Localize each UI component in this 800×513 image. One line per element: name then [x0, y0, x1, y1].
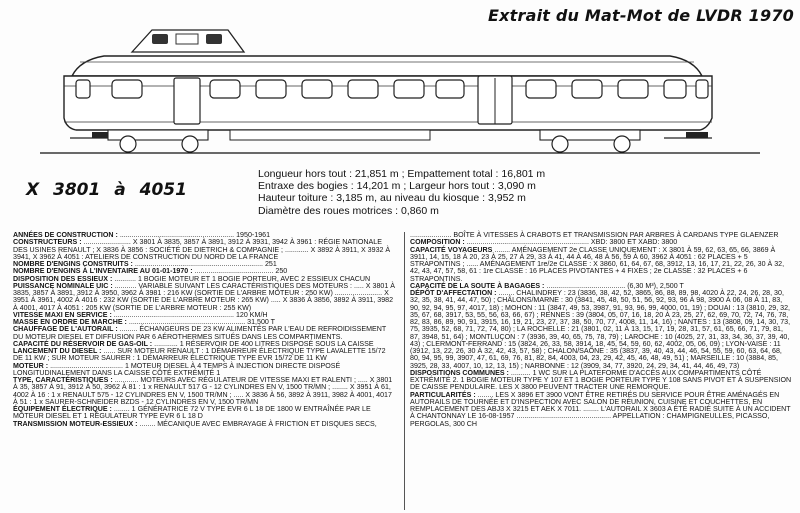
spec-label: MOTEUR :	[13, 361, 49, 370]
cab-window	[696, 80, 708, 98]
window	[348, 80, 378, 98]
spec-entry	[410, 392, 793, 428]
spec-value: ......... ÉCHANGEURS DE 23 KW ALIMENTÉS PAR L'EAU DE REFROIDISSEMENT DU MOTEUR DIESEL ET DIFFUSION PAR 6 AÉROTHERMES SITUÉS DANS LES COMPARTIMENTS.	[13, 325, 387, 341]
column-divider	[404, 232, 405, 510]
cab-window	[76, 80, 90, 98]
dimension-line: Longueur hors tout : 21,851 m ; Empattement total : 16,801 m	[258, 168, 546, 180]
spec-label: TYPE, CARACTÉRISTIQUES :	[13, 376, 113, 384]
car-roof	[72, 56, 702, 76]
bogie-right	[540, 130, 640, 152]
bogie-left	[108, 130, 208, 152]
spec-value: ........ CHALINDREY : 23 (3836, 38, 42, 52, 3865, 86, 88, 89, 98, 4020 À 22, 24, 26, 28, 30, 32, 35, 38, 41, 44, 47, 50) ; CHÂLONS/MARNE : 30 (3841, 45, 48, 50, 51, 56, 92, 93, 96 À 98, 3900 À 06, 08 À 11, 83, 90, 92, 94, 95, 97, 4017, 18) ; MOHON : 11 (3847, 49, 53, 3987, 91, 93, 96, 99, 4000, 01, 19) ; DOUAI : 13 (3810, 29, 32, 35, 67, 68, 3917, 53, 55, 56, 63, 66, 67) ; RENNES : 39 (3804, 05, 07, 16, 18, 20 À 23, 25, 27, 62, 69, 70, 72, 74, 76, 78, 82, 83, 86, 89, 90, 91, 3915, 16, 19, 21, 23, 27, 37, 38, 50, 70, 77, 4008, 11, 14, 16) ; NANTES : 13 (3808, 09, 14, 30, 73, 75, 3935, 52, 68, 71, 72, 74, 80) ; LA ROCHELLE : 21 (3801, 02, 11 À 13, 15, 17, 19, 28, 31, 57, 61, 65, 66, 71, 79, 81, 87, 3948, 51, 64) ; MONTLUÇON : 7 (3936, 39, 40, 65, 75, 78, 79) ; LAROCHE : 10 (4025, 27, 31, 33, 34, 36, 37, 39, 40, 43) ; CLERMONT-FERRAND : 15 (3824, 26, 33, 58, 3914, 18, 45, 54, 59, 60, 62, 4002, 05, 06, 09) ; LYON-VAISE : 11 (3912, 13, 22, 26, 30 À 32, 42, 43, 57, 58) ; CHALON/SAÔNE : 35 (3837, 39, 40, 43, 44, 46, 54, 55, 59, 60, 63, 64, 68, 80, 94, 95, 99, 3907, 47, 61, 69, 76, 81, 82, 84, 4003, 04, 23, 29, 42, 45, 46, 48, 49, 51) ; MARSEILLE : 10 (3884, 85, 3925, 28, 33, 4007, 10, 12, 13, 15) ; NARBONNE : 12 (3909, 34, 77, 3920, 24, 29, 34, 41, 44, 46, 49, 73)	[410, 289, 791, 370]
dimensions-block	[258, 168, 545, 217]
spec-label: ÉQUIPEMENT ÉLECTRIQUE :	[13, 405, 112, 413]
spec-entry	[410, 290, 793, 370]
spec-value: ........ 1 GÉNÉRATRICE 72 V TYPE EVR 6 L 18 DE 1800 W ENTRAÎNÉE PAR LE MOTEUR DIESEL ET 1 RÉGULATEUR TYPE EVR 6 L 18 D	[13, 405, 371, 421]
spec-label: MASSE EN ORDRE DE MARCHE :	[13, 318, 127, 326]
spec-entry	[13, 421, 397, 428]
spec-label: ANNÉES DE CONSTRUCTION :	[13, 231, 118, 239]
spec-entry	[13, 406, 397, 421]
wheel-icon	[614, 136, 630, 152]
spec-value: ............ 1 RÉSERVOIR DE 400 LITRES DISPOSÉ SOUS LA CAISSE	[154, 339, 374, 348]
spec-value: .............................................................. XBD: 3800 ET XABD: 3800	[466, 238, 678, 247]
spec-entry	[410, 370, 793, 392]
spec-value: ........... 1 BOGIE MOTEUR ET 1 BOGIE PORTEUR, AVEC 2 ESSIEUX CHACUN	[114, 274, 371, 283]
spec-label: NOMBRE D'ENGINS À L'INVENTAIRE AU 01-01-1970 :	[13, 267, 193, 276]
window	[436, 80, 464, 98]
window	[256, 80, 286, 98]
wheel-icon	[182, 136, 198, 152]
spec-value: ........ AMÉNAGEMENT 2e CLASSE UNIQUEMENT : X 3801 À 59, 62, 63, 65, 66, 3869 À 3911, 14, 15, 18 À 20, 23 À 25, 27 À 29, 33 À 41, 44 À 46, 48 À 56, 59 À 60, 3962 À 4051 : 62 PLACES + 5 STRAPONTINS ; ...... AMÉNAGEMENT 1re/2e CLASSE : X 3860, 61, 64, 67, 68, 3912, 13, 16, 17, 21, 22, 26, 30 À 32, 42, 43, 47, 57, 58, 61 : 1re CLASSE : 16 PLACES PIVOTANTES + 4 FIXES ; 2e CLASSE : 32 PLACES + 6 STRAPONTINS.	[410, 245, 785, 283]
dimension-line: Hauteur toiture : 3,185 m, au niveau du kiosque : 3,952 m	[258, 192, 526, 205]
spec-label: VITESSE MAXI EN SERVICE :	[13, 310, 112, 319]
window	[302, 80, 332, 98]
coupler-icon	[686, 132, 708, 138]
spec-value: ........... VARIABLE SUIVANT LES CARACTÉRISTIQUES DES MOTEURS : ..... X 3801 À 3835, 3857 À 3891, 3912 À 3950, 3962 À 3981 : 216 KW (SORTIE DE L'ARBRE MOTEUR : 250 KW) ........................ X 3951 À 3961, 4002 À 4016 : 232 KW (SORTIE DE L'ARBRE MOTEUR : 265 KW) ..... X 3836 À 3856, 3892 À 3911, 3982 À 4001, 4017 À 4051 : 205 KW (SORTIE DE L'ARBRE MOTEUR : 255 KW)	[13, 281, 395, 312]
spec-value: .......................................................... 1950-1961	[119, 231, 271, 239]
spec-column-left	[13, 232, 397, 428]
spec-entry	[13, 239, 397, 261]
window	[210, 80, 240, 98]
spec-label: DISPOSITIONS COMMUNES :	[410, 368, 509, 377]
wheel-icon	[120, 136, 136, 152]
window	[618, 80, 648, 98]
spec-entry	[13, 348, 397, 363]
spec-label: DÉPÔT D'AFFECTATION :	[410, 289, 497, 297]
spec-value: ..................................... 1 MOTEUR DIESEL À 4 TEMPS À INJECTION DIRECTE DISPOSÉ LONGITUDINALEMENT DANS LA CAISSE CÔTÉ EXTRÉMITÉ 1	[13, 361, 341, 377]
kiosk-roof	[132, 30, 244, 52]
page-title: Extrait du Mat-Mot de LVDR 1970	[488, 6, 794, 25]
spec-entry	[13, 326, 397, 341]
spec-value: ........................................................... 31,500 T	[128, 318, 276, 326]
kiosk-window-icon	[152, 34, 168, 44]
underframe-equipment	[230, 130, 430, 140]
spec-value: ..................... BOÎTE À VITESSES À CRABOTS ET TRANSMISSION PAR ARBRES À CARDANS TYPE GLAENZER	[410, 231, 779, 239]
window	[394, 80, 424, 98]
series-heading: X 3801 à 4051	[26, 180, 187, 200]
spec-value: ........................ X 3801 À 3835, 3857 À 3891, 3912 À 3931, 3942 À 3961 : RÉGIE NATIONALE DES USINES RENAULT ; X 3836 À 3856 : SOCIÉTÉ DE DIETRICH & COMPAGNIE ; ............ X 3892 À 3911, X 3932 À 3941, X 3962 À 4051 : ATELIERS DE CONSTRUCTION DU NORD DE LA FRANCE	[13, 238, 391, 261]
spec-label: CONSTRUCTEURS :	[13, 238, 82, 247]
spec-label: PUISSANCE NOMINALE UIC :	[13, 281, 113, 290]
spec-value: ........ MÉCANIQUE AVEC EMBRAYAGE À FRICTION ET DISQUES SECS,	[139, 419, 377, 428]
spec-value: ...... SUR MOTEUR RENAULT : 1 DÉMARREUR ÉLECTRIQUE TYPE LAVALETTE 15/72 DE 11 KW ; SUR MOTEUR SAURER : 1 DÉMARREUR ÉLECTRIQUE TYPE EVR 15/72 DE 11 KW	[13, 347, 386, 363]
kiosk-window-icon	[206, 34, 222, 44]
window	[112, 80, 142, 98]
spec-value: ........................................ 250	[194, 267, 288, 276]
spec-entry	[13, 283, 397, 312]
spec-label: LANCEMENT DU DIESEL :	[13, 347, 102, 355]
spec-label: CAPACITÉ DU RÉSERVOIR DE GAS-OIL :	[13, 339, 153, 348]
door	[174, 78, 200, 124]
spec-label: NOMBRE D'ENGINS CONSTRUITS :	[13, 260, 133, 268]
spec-label: COMPOSITION :	[410, 238, 465, 247]
window	[664, 80, 686, 98]
dimension-line: Entraxe des bogies : 14,201 m ; Largeur hors tout : 3,090 m	[258, 180, 536, 193]
spec-label: CHAUFFAGE DE L'AUTORAIL :	[13, 325, 118, 334]
spec-column-right	[410, 232, 793, 428]
spec-value: ............ MOTEURS AVEC RÉGULATEUR DE VITESSE MAXI ET RALENTI ; ..... X 3801 À 35, 3857 À 91, 3912 À 50, 3962 À 81 : 1 x RENAULT 517 G - 12 CYLINDRES EN V, 1500 TR/MN ; ........ X 3951 À 61, 4002 À 16 : 1 x RENAULT 575 - 12 CYLINDRES EN V, 1500 TR/MN ; ..... X 3836 À 56, 3892 À 3911, 3982 À 4001, 4017 À 51 : 1 x SAURER-SCHNEIDER BZDS - 12 CYLINDRES EN V, 1500 TR/MN	[13, 376, 393, 406]
window	[526, 80, 556, 98]
spec-entry	[13, 363, 397, 378]
spec-label: DISPOSITION DES ESSIEUX :	[13, 274, 113, 283]
spec-value: ........ LES X 3896 ET 3900 VONT ÊTRE RETIRÉS DU SERVICE POUR ÊTRE AMÉNAGÉS EN AUTORAILS DE TOURNÉE ET D'INSPECTION AVEC SALON DE RÉUNION, CUISINE ET COUCHETTES, EN REMPLACEMENT DES ABJ3 X 3215 ET AEK X 7011. ........ L'AUTORAIL X 3603 A ÉTÉ RADIÉ SUITE À UN ACCIDENT À CHANTONNAY LE 16-08-1957 ................................................ APPELLATION : CHAMPIGNEULLES, PICASSO, PERGOLAS, 300 CH	[410, 390, 791, 428]
spec-entry	[13, 377, 397, 406]
wheel-icon	[552, 136, 568, 152]
window	[572, 80, 602, 98]
spec-value: ................................................................. 251	[134, 260, 277, 268]
spec-value: ........................................ (6,30 M³), 2,500 T	[546, 281, 684, 290]
spec-label: CAPACITÉ DE LA SOUTE À BAGAGES :	[410, 281, 545, 290]
dimension-line: Diamètre des roues motrices : 0,860 m	[258, 204, 439, 217]
spec-entry	[410, 247, 793, 283]
spec-value: ............................................................. 120 KM/H	[113, 310, 268, 319]
spec-label: TRANSMISSION MOTEUR-ESSIEUX :	[13, 419, 138, 428]
railcar-side-drawing	[0, 20, 800, 170]
spec-value: .......... 1 WC SUR LA PLATEFORME D'ACCÈS AUX COMPARTIMENTS CÔTÉ EXTRÉMITÉ 2. 1 BOGIE MOTEUR TYPE Y 107 ET 1 BOGIE PORTEUR TYPE Y 108 SANS PIVOT ET À SUSPENSION DE CAISSE PENDULAIRE. LES X 3800 PEUVENT TRACTER UNE REMORQUE.	[410, 368, 792, 392]
spec-label: CAPACITÉ VOYAGEURS	[410, 245, 493, 254]
spec-label: PARTICULARITÉS :	[410, 390, 476, 399]
